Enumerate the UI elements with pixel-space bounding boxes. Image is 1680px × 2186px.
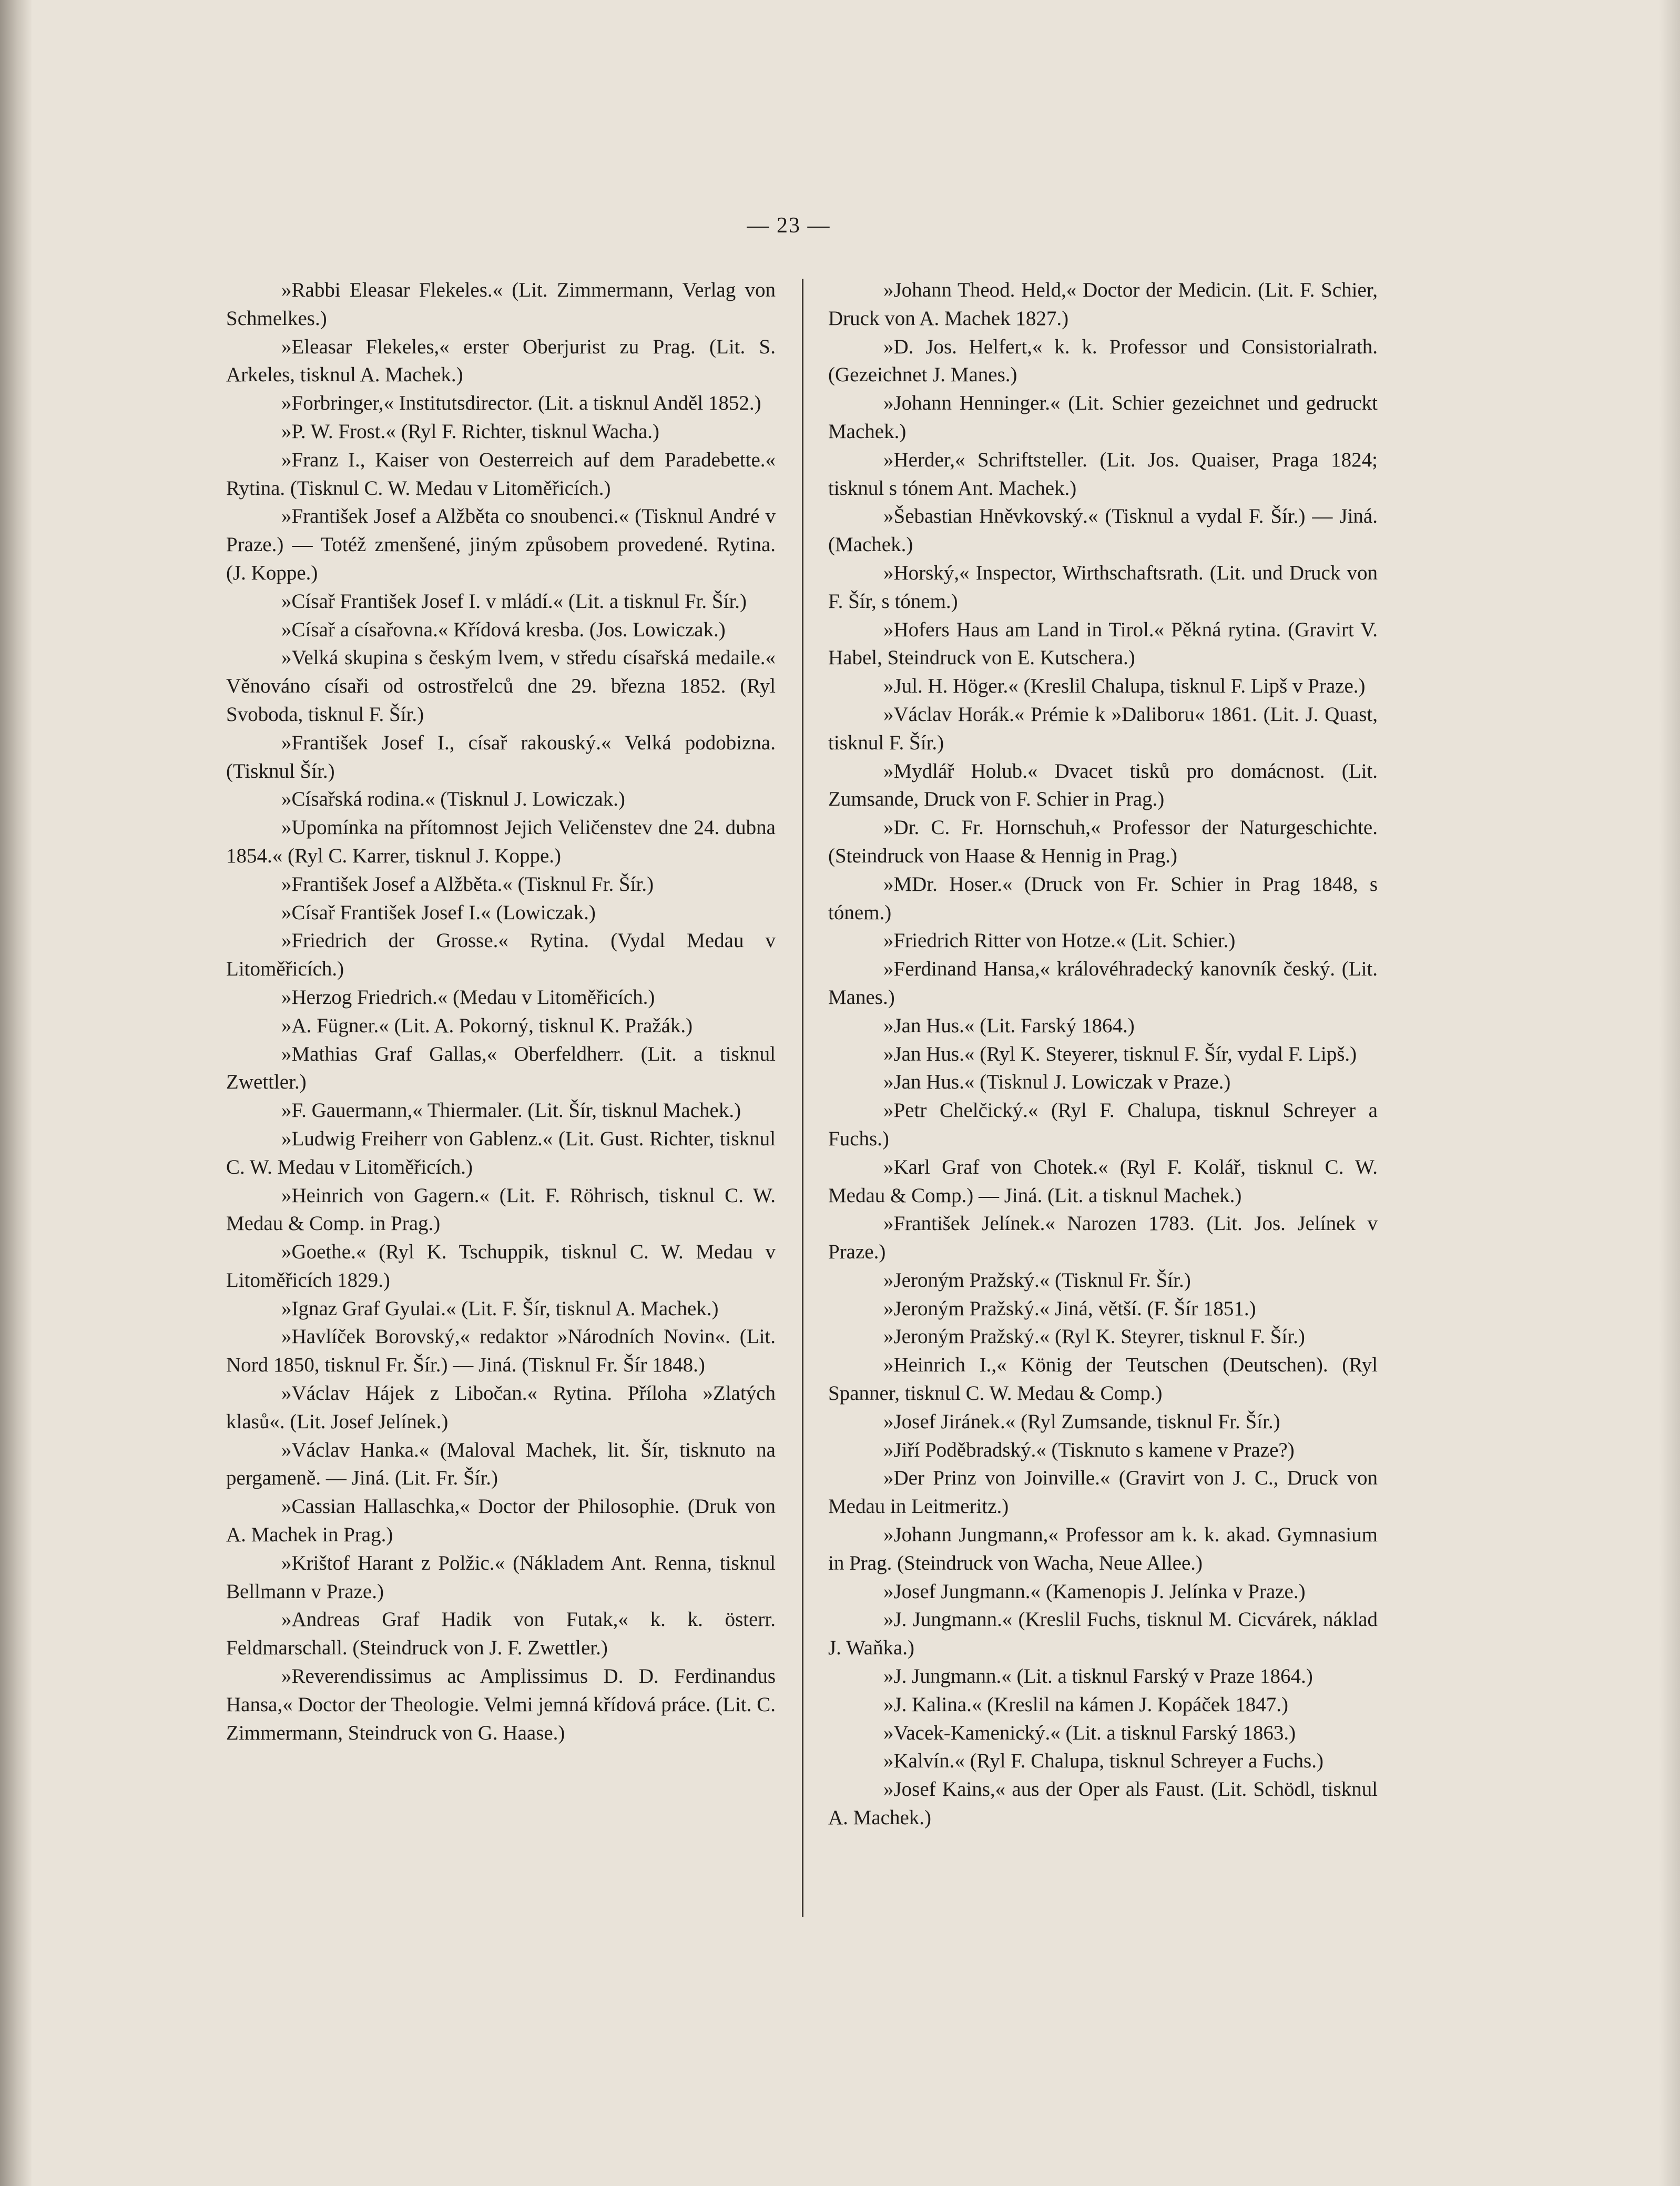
catalog-entry: »Friedrich der Grosse.« Rytina. (Vydal Medau v Litoměřicích.): [226, 929, 776, 981]
catalog-entry: »Johann Jungmann,« Professor am k. k. akad. Gymnasium in Prag. (Steindruck von Wacha, Neue Allee.): [828, 1523, 1378, 1574]
catalog-entry: »J. Kalina.« (Kreslil na kámen J. Kopáček 1847.): [883, 1693, 1289, 1716]
catalog-entry: »Rabbi Eleasar Flekeles.« (Lit. Zimmermann, Verlag von Schmelkes.): [226, 279, 776, 330]
catalog-entry: »Herder,« Schriftsteller. (Lit. Jos. Quaiser, Praga 1824; tisknul s tónem Ant. Machek.): [828, 448, 1378, 500]
catalog-entry: »D. Jos. Helfert,« k. k. Professor und Consistorialrath. (Gezeichnet J. Manes.): [828, 335, 1378, 387]
catalog-entry: »Friedrich Ritter von Hotze.« (Lit. Schier.): [883, 929, 1236, 952]
catalog-entry: »Johann Theod. Held,« Doctor der Medicin. (Lit. F. Schier, Druck von A. Machek 1827.): [828, 279, 1378, 330]
catalog-entry: »Eleasar Flekeles,« erster Oberjurist zu Prag. (Lit. S. Arkeles, tisknul A. Machek.): [226, 335, 776, 387]
catalog-entry: »Reverendissimus ac Amplissimus D. D. Ferdinandus Hansa,« Doctor der Theologie. Velmi jemná křídová práce. (Lit. C. Zimmermann, Steindruck von G. Haase.): [226, 1665, 776, 1744]
catalog-entry: »František Jelínek.« Narozen 1783. (Lit. Jos. Jelínek v Praze.): [828, 1212, 1378, 1264]
catalog-entry: »Horský,« Inspector, Wirthschaftsrath. (Lit. und Druck von F. Šír, s tónem.): [828, 561, 1378, 613]
catalog-entry: »Karl Graf von Chotek.« (Ryl F. Kolář, tisknul C. W. Medau & Comp.) — Jiná. (Lit. a tisknul Machek.): [828, 1155, 1378, 1207]
catalog-entry: »Dr. C. Fr. Hornschuh,« Professor der Naturgeschichte. (Steindruck von Haase & Hennig in Prag.): [828, 816, 1378, 867]
catalog-entry: »Václav Hanka.« (Maloval Machek, lit. Šír, tisknuto na pergameně. — Jiná. (Lit. Fr. Šír.): [226, 1438, 776, 1490]
catalog-entry: »Císař František Josef I. v mládí.« (Lit. a tisknul Fr. Šír.): [281, 589, 747, 613]
catalog-entry: »František Josef I., císař rakouský.« Velká podobizna. (Tisknul Šír.): [226, 731, 776, 782]
catalog-entry: »Johann Henninger.« (Lit. Schier gezeichnet und gedruckt Machek.): [828, 392, 1378, 443]
catalog-entry: »Císař František Josef I.« (Lowiczak.): [281, 901, 596, 924]
catalog-entry: »Krištof Harant z Polžic.« (Nákladem Ant. Renna, tisknul Bellmann v Praze.): [226, 1551, 776, 1603]
catalog-entry: »Herzog Friedrich.« (Medau v Litoměřicích.): [281, 985, 655, 1009]
catalog-entry: »Josef Jiránek.« (Ryl Zumsande, tisknul Fr. Šír.): [883, 1410, 1280, 1433]
page-number: — 23 —: [747, 213, 831, 238]
catalog-entry: »Josef Jungmann.« (Kamenopis J. Jelínka v Praze.): [883, 1580, 1306, 1603]
catalog-entry: »Josef Kains,« aus der Oper als Faust. (Lit. Schödl, tisknul A. Machek.): [828, 1778, 1378, 1829]
catalog-entry: »František Josef a Alžběta co snoubenci.« (Tisknul André v Praze.) — Totéž zmenšené, jiným způsobem provedené. Rytina. (J. Koppe.): [226, 505, 776, 584]
catalog-entry: »Cassian Hallaschka,« Doctor der Philosophie. (Druk von A. Machek in Prag.): [226, 1495, 776, 1547]
page-edge-shadow: [1659, 0, 1680, 2186]
column-divider: [802, 279, 803, 1917]
catalog-entry: »Upomínka na přítomnost Jejich Veličenstev dne 24. dubna 1854.« (Ryl C. Karrer, tisknul J. Koppe.): [226, 816, 776, 867]
catalog-entry: »MDr. Hoser.« (Druck von Fr. Schier in Prag 1848, s tónem.): [828, 872, 1378, 924]
catalog-entry: »Franz I., Kaiser von Oesterreich auf dem Paradebette.« Rytina. (Tisknul C. W. Medau v Litoměřicích.): [226, 448, 776, 500]
catalog-entry: »Václav Horák.« Prémie k »Daliboru« 1861. (Lit. J. Quast, tisknul F. Šír.): [828, 703, 1378, 754]
catalog-entry: »Jiří Poděbradský.« (Tisknuto s kamene v Praze?): [883, 1438, 1295, 1461]
catalog-entry: »F. Gauermann,« Thiermaler. (Lit. Šír, tisknul Machek.): [281, 1099, 741, 1122]
catalog-entry: »Ludwig Freiherr von Gablenz.« (Lit. Gust. Richter, tisknul C. W. Medau v Litoměřicích.): [226, 1127, 776, 1178]
catalog-entry: »Jeroným Pražský.« (Tisknul Fr. Šír.): [883, 1268, 1191, 1292]
catalog-entry: »Kalvín.« (Ryl F. Chalupa, tisknul Schreyer a Fuchs.): [883, 1750, 1323, 1773]
catalog-entry: »Goethe.« (Ryl K. Tschuppik, tisknul C. W. Medau v Litoměřicích 1829.): [226, 1241, 776, 1292]
book-spine-shadow: [0, 0, 32, 2186]
catalog-entry: »Andreas Graf Hadik von Futak,« k. k. österr. Feldmarschall. (Steindruck von J. F. Zwettler.): [226, 1608, 776, 1660]
catalog-entry: »Jan Hus.« (Ryl K. Steyerer, tisknul F. Šír, vydal F. Lipš.): [883, 1042, 1357, 1065]
catalog-entry: »Ignaz Graf Gyulai.« (Lit. F. Šír, tisknul A. Machek.): [281, 1297, 719, 1320]
catalog-entry: »Císařská rodina.« (Tisknul J. Lowiczak.): [281, 788, 625, 811]
catalog-entry: »P. W. Frost.« (Ryl F. Richter, tisknul Wacha.): [281, 420, 659, 443]
left-column: [226, 276, 776, 1747]
catalog-entry: »Petr Chelčický.« (Ryl F. Chalupa, tisknul Schreyer a Fuchs.): [828, 1099, 1378, 1150]
catalog-entry: »Ferdinand Hansa,« královéhradecký kanovník český. (Lit. Manes.): [828, 958, 1378, 1009]
catalog-entry: »Forbringer,« Institutsdirector. (Lit. a tisknul Anděl 1852.): [281, 392, 761, 415]
catalog-entry: »Heinrich von Gagern.« (Lit. F. Röhrisch, tisknul C. W. Medau & Comp. in Prag.): [226, 1184, 776, 1235]
catalog-entry: »J. Jungmann.« (Lit. a tisknul Farský v Praze 1864.): [883, 1665, 1313, 1688]
catalog-entry: »J. Jungmann.« (Kreslil Fuchs, tisknul M. Cicvárek, náklad J. Waňka.): [828, 1608, 1378, 1660]
catalog-entry: »Hofers Haus am Land in Tirol.« Pěkná rytina. (Gravirt V. Habel, Steindruck von E. Kutschera.): [828, 618, 1378, 669]
catalog-entry: »Šebastian Hněvkovský.« (Tisknul a vydal F. Šír.) — Jiná. (Machek.): [828, 505, 1378, 556]
catalog-entry: »Jul. H. Höger.« (Kreslil Chalupa, tisknul F. Lipš v Praze.): [883, 675, 1366, 698]
catalog-entry: »Václav Hájek z Libočan.« Rytina. Příloha »Zlatých klasů«. (Lit. Josef Jelínek.): [226, 1382, 776, 1433]
catalog-entry: »Heinrich I.,« König der Teutschen (Deutschen). (Ryl Spanner, tisknul C. W. Medau & Comp.): [828, 1354, 1378, 1405]
right-column: [828, 276, 1378, 1832]
catalog-entry: »A. Fügner.« (Lit. A. Pokorný, tisknul K. Pražák.): [281, 1014, 693, 1037]
catalog-entry: »Velká skupina s českým lvem, v středu císařská medaile.« Věnováno císaři od ostrostřelců dne 29. března 1852. (Ryl Svoboda, tisknul F. Šír.): [226, 646, 776, 726]
catalog-entry: »Vacek-Kamenický.« (Lit. a tisknul Farský 1863.): [883, 1721, 1296, 1744]
catalog-entry: »Jeroným Pražský.« Jiná, větší. (F. Šír 1851.): [883, 1297, 1256, 1320]
catalog-entry: »Mydlář Holub.« Dvacet tisků pro domácnost. (Lit. Zumsande, Druck von F. Schier in Prag.): [828, 759, 1378, 811]
catalog-entry: »Jan Hus.« (Tisknul J. Lowiczak v Praze.): [883, 1071, 1231, 1094]
catalog-entry: »Der Prinz von Joinville.« (Gravirt von J. C., Druck von Medau in Leitmeritz.): [828, 1467, 1378, 1518]
catalog-entry: »Mathias Graf Gallas,« Oberfeldherr. (Lit. a tisknul Zwettler.): [226, 1042, 776, 1094]
catalog-entry: »Jan Hus.« (Lit. Farský 1864.): [883, 1014, 1135, 1037]
catalog-entry: »Císař a císařovna.« Křídová kresba. (Jos. Lowiczak.): [281, 618, 726, 641]
catalog-entry: »Jeroným Pražský.« (Ryl K. Steyrer, tisknul F. Šír.): [883, 1325, 1305, 1348]
catalog-entry: »František Josef a Alžběta.« (Tisknul Fr. Šír.): [281, 872, 654, 896]
catalog-entry: »Havlíček Borovský,« redaktor »Národních Novin«. (Lit. Nord 1850, tisknul Fr. Šír.) — Jiná. (Tisknul Fr. Šír 1848.): [226, 1325, 776, 1377]
